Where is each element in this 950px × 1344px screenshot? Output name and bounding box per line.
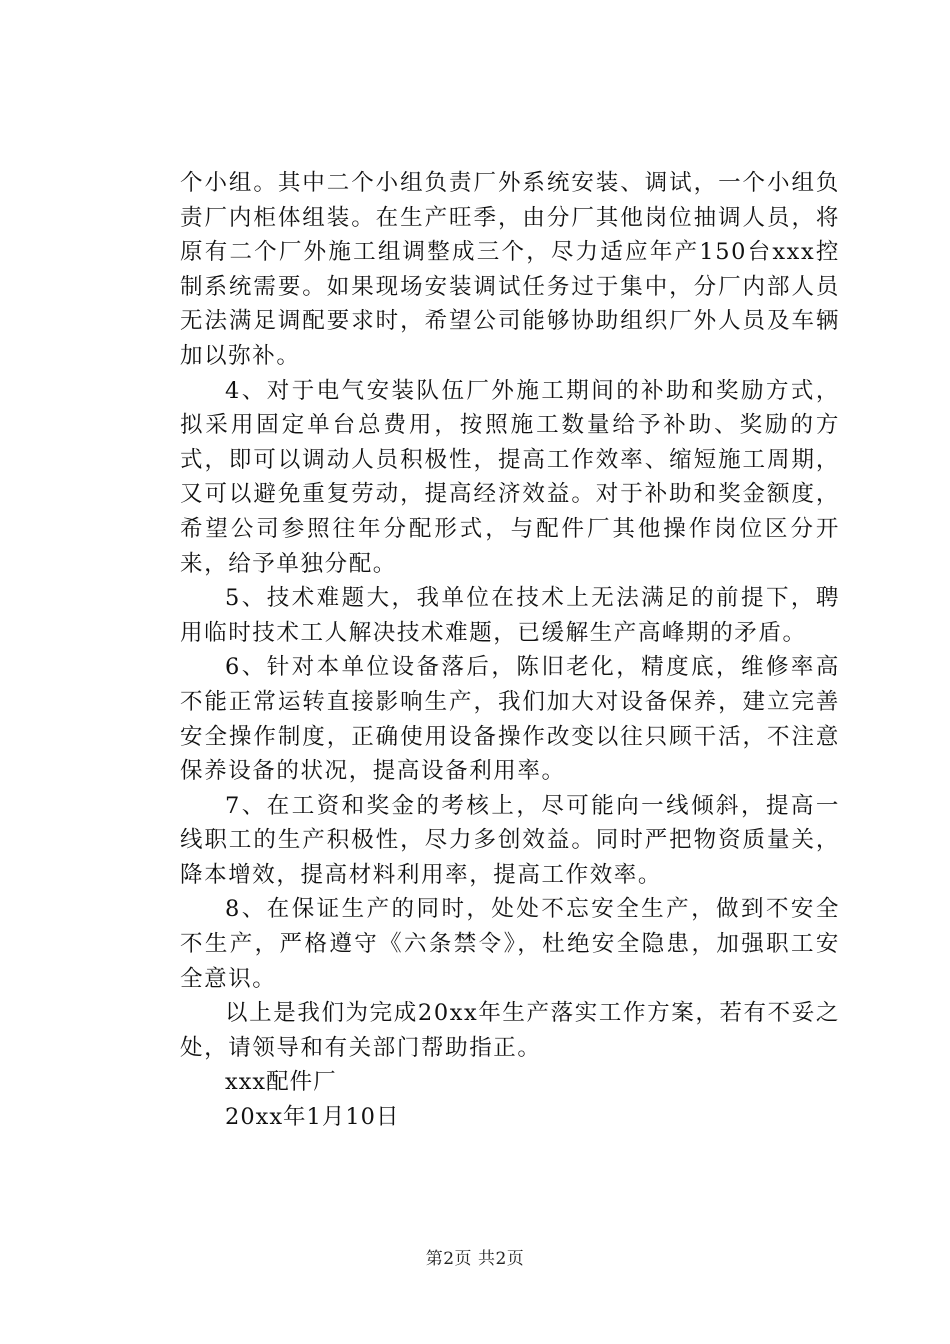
paragraph-closing: 以上是我们为完成20xx年生产落实工作方案，若有不妥之处，请领导和有关部门帮助指正。 bbox=[180, 1000, 840, 1061]
paragraph-item-4: 4、对于电气安装队伍厂外施工期间的补助和奖励方式，拟采用固定单台总费用，按照施工数量给予补助、奖励的方式，即可以调动人员积极性，提高工作效率、缩短施工周期，又可以避免重复劳动，提高经济效益。对于补助和奖金额度，希望公司参照往年分配形式，与配件厂其他操作岗位区分开来，给予单独分配。 bbox=[180, 377, 840, 577]
paragraph-item-8: 8、在保证生产的同时，处处不忘安全生产，做到不安全不生产，严格遵守《六条禁令》，杜绝安全隐患，加强职工安全意识。 bbox=[180, 896, 840, 992]
paragraph-item-5: 5、技术难题大，我单位在技术上无法满足的前提下，聘用临时技术工人解决技术难题，已缓解生产高峰期的矛盾。 bbox=[180, 585, 840, 646]
paragraph-continuation: 个小组。其中二个小组负责厂外系统安装、调试，一个小组负责厂内柜体组装。在生产旺季，由分厂其他岗位抽调人员，将原有二个厂外施工组调整成三个，尽力适应年产150台xxx控制系统需要。如果现场安装调试任务过于集中，分厂内部人员无法满足调配要求时，希望公司能够协助组织厂外人员及车辆加以弥补。 bbox=[180, 170, 840, 369]
document-body bbox=[180, 166, 840, 1135]
signature-date: 20xx年1月10日 bbox=[225, 1104, 400, 1131]
page-footer: 第2页 共2页 bbox=[425, 1249, 525, 1269]
paragraph-item-6: 6、针对本单位设备落后，陈旧老化，精度底，维修率高不能正常运转直接影响生产，我们加大对设备保养，建立完善安全操作制度，正确使用设备操作改变以往只顾干活，不注意保养设备的状况，提高设备利用率。 bbox=[180, 654, 840, 785]
signature-org: xxx配件厂 bbox=[225, 1069, 337, 1096]
paragraph-item-7: 7、在工资和奖金的考核上，尽可能向一线倾斜，提高一线职工的生产积极性，尽力多创效益。同时严把物资质量关，降本增效，提高材料利用率，提高工作效率。 bbox=[180, 792, 840, 888]
